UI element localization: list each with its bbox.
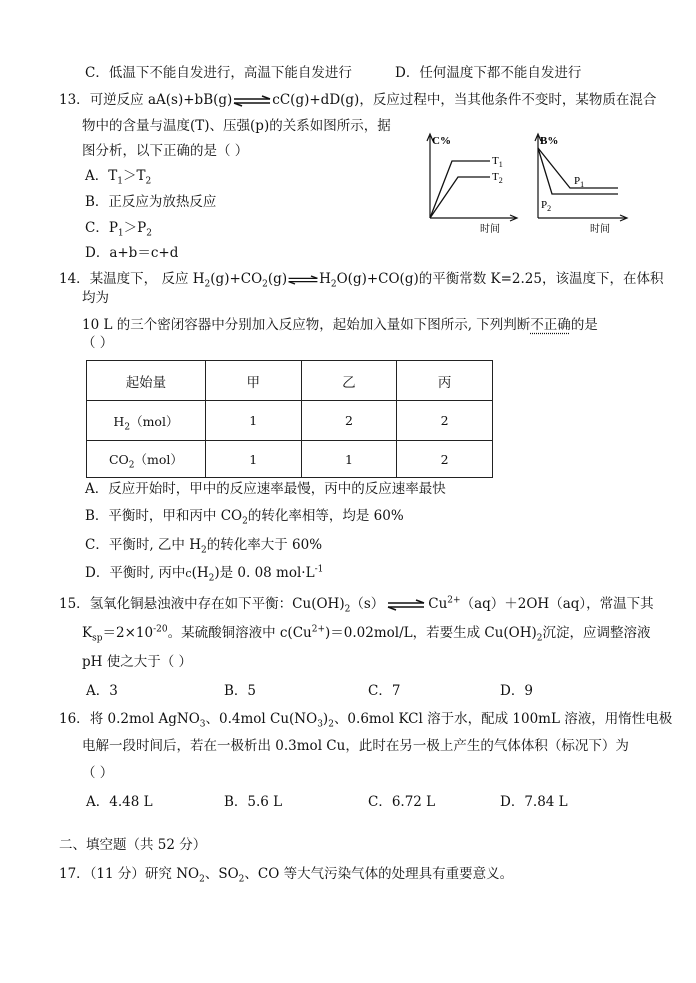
q15-option-d: D．9	[500, 683, 533, 699]
q14-stem-line2: 均为	[82, 290, 109, 306]
q14-stem-line1: 14．某温度下， 反应 $H_2(g)+CO_2(g)$ $H_2O(g)+CO(g)$的平衡常数 K=2.25，该温度下，在体积	[59, 271, 664, 290]
table-cell: 1	[301, 441, 397, 478]
q17-number: 17．	[59, 866, 90, 882]
q13-stem-line2: 物中的含量与温度(T)、压强(p)的关系如图所示，据	[82, 118, 391, 134]
q16-stem-line3: （ ）	[82, 765, 114, 781]
q13-stem-line3: 图分析，以下正确的是（ ）	[82, 143, 249, 159]
q15-stem-line2: $K_{sp}=2\times 10^{-20}$。某硫酸铜溶液中 $c(Cu^{2+})=0.02mol/L$，若要生成 $Cu(OH)_2$沉淀，应调整溶液	[82, 624, 651, 644]
q14-stem-line3: 10 L 的三个密闭容器中分别加入反应物，起始加入量如下图所示, 下列判断不正确的是	[82, 317, 598, 333]
table-header-cell: 起始量	[87, 361, 206, 401]
q14-option-c: C．平衡时, 乙中 $H_2$的转化率大于 60%	[85, 537, 323, 556]
c-chart-xlabel: 时间	[480, 224, 500, 235]
series-t2-label: $T_2$	[492, 171, 503, 185]
table-cell: 2	[397, 441, 493, 478]
b-chart-xlabel: 时间	[590, 224, 610, 235]
q15-number: 15．	[59, 596, 90, 612]
q17-stem: 17．（11 分）研究 $NO_2$、$SO_2$、CO 等大气污染气体的处理具有重要意义。	[59, 866, 514, 885]
b-chart-ylabel: B%	[540, 135, 559, 147]
series-t2-line	[430, 177, 490, 218]
q15-stem-line3: pH 使之大于（ ）	[82, 654, 192, 670]
series-t1-label: $T_1$	[492, 155, 503, 169]
q12-option-c: C．低温下不能自发进行，高温下能自发进行	[85, 65, 352, 81]
q16-stem-line2: 电解一段时间后，若在一极析出 0.3mol Cu，此时在另一极上产生的气体体积（标况下）为	[82, 738, 629, 754]
q15-stem-line1: 15．氢氧化铜悬浊液中存在如下平衡：$Cu(OH)_2(s)$ $Cu^{2+}(aq)+2OH(aq)$，常温下其	[59, 595, 654, 615]
series-t1-line	[430, 161, 490, 218]
q15-option-c: C．7	[368, 683, 401, 699]
q14-stem-line4: （ ）	[82, 335, 114, 351]
q13-option-b: B．正反应为放热反应	[85, 194, 217, 210]
q14-number: 14．	[59, 271, 90, 287]
q16-option-c: C．6.72 L	[368, 794, 436, 810]
q15-option-a: A．3	[86, 683, 118, 699]
table-row-label: $CO_2(mol)$	[87, 441, 206, 478]
table-cell: 2	[397, 401, 493, 441]
table-header-cell: 甲	[205, 361, 301, 401]
table-cell: 2	[301, 401, 397, 441]
section-heading: 二、填空题（共 52 分）	[59, 837, 207, 853]
table-header-cell: 丙	[397, 361, 493, 401]
q14-option-d: D．平衡时, 丙中$c(H_2)$是 0. 08 $mol\cdot L^{-1}$	[85, 564, 324, 584]
series-p2-label: $P_2$	[541, 199, 552, 213]
series-p2-line	[538, 148, 618, 194]
table-header-cell: 乙	[301, 361, 397, 401]
table-header-row	[87, 361, 493, 401]
c-chart-ylabel: C%	[432, 135, 451, 147]
series-p1-label: $P_1$	[574, 175, 585, 189]
q13-number: 13．	[59, 92, 90, 108]
equilibrium-arrow-icon	[384, 599, 428, 611]
b-percent-chart	[532, 130, 632, 235]
q13-option-a: A．$T_1>T_2$	[85, 168, 152, 187]
equilibrium-arrow-icon	[287, 274, 319, 286]
table-row	[87, 401, 493, 441]
equilibrium-arrow-icon	[232, 95, 272, 107]
table-cell: 1	[205, 401, 301, 441]
q16-option-b: B．5.6 L	[224, 794, 283, 810]
q15-option-b: B．5	[224, 683, 257, 699]
q13-option-c: C．$P_1>P_2$	[85, 220, 152, 239]
q12-option-d: D．任何温度下都不能自发进行	[395, 65, 582, 81]
table-row-label: $H_2(mol)$	[87, 401, 206, 441]
q14-option-b: B．平衡时，甲和丙中 $CO_2$的转化率相等，均是 60%	[85, 508, 404, 527]
q16-option-d: D．7.84 L	[500, 794, 568, 810]
q16-stem-line1: 16．将 0.2mol AgNO$_3$、0.4mol $Cu(NO_3)_2$、0.6mol KCl 溶于水，配成 100mL 溶液，用惰性电极	[59, 711, 673, 730]
q13-stem-line1: 13．可逆反应 aA(s)+bB(g) cC(g)+dD(g)，反应过程中，当其他条件不变时，某物质在混合	[59, 92, 657, 108]
table-cell: 1	[205, 441, 301, 478]
q16-number: 16．	[59, 711, 90, 727]
q13-option-d: D．a+b＝c+d	[85, 245, 179, 261]
c-percent-chart	[420, 130, 520, 235]
emphasis-not-correct: 不正确	[530, 317, 571, 333]
q14-option-a: A．反应开始时，甲中的反应速率最慢，丙中的反应速率最快	[85, 481, 446, 497]
table-row	[87, 441, 493, 478]
q16-option-a: A．4.48 L	[86, 794, 153, 810]
initial-amount-table	[86, 360, 493, 478]
